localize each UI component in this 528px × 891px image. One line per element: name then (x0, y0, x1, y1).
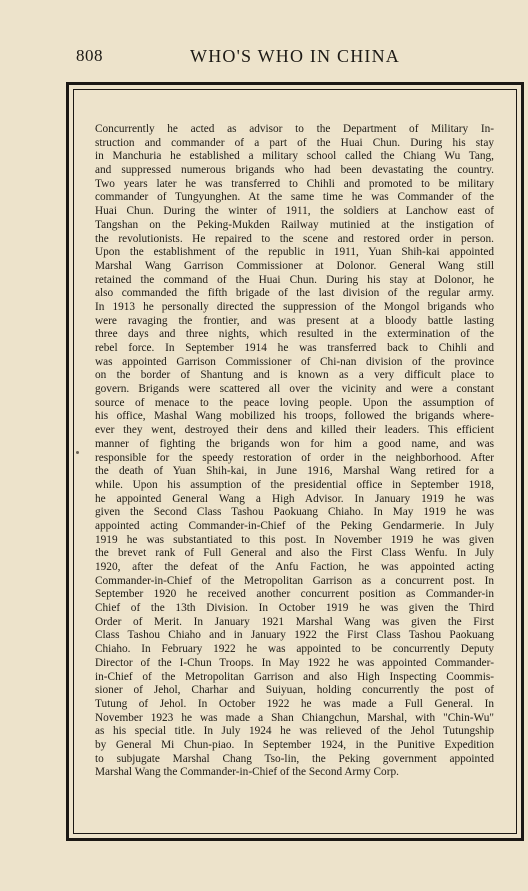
running-title: WHO'S WHO IN CHINA (190, 46, 400, 66)
text-line: struction and commander of a part of the Huai Chun. During his stay (95, 136, 494, 149)
text-line: by General Mi Chun-piao. In September 1924, in the Punitive Expedition (95, 738, 494, 751)
text-line: sioner of Jehol, Charhar and Suiyuan, holding concurrently the post of (95, 684, 494, 697)
page-number: 808 (76, 46, 103, 65)
text-line: as his special title. In July 1924 he was relieved of the Jehol Tutungship (95, 725, 494, 738)
text-line: source of menace to the peace loving people. Upon the assumption of (95, 396, 494, 409)
text-line: Concurrently he acted as advisor to the Department of Military In- (95, 123, 494, 135)
text-line: his office, Mashal Wang mobilized his troops, followed the brigands where- (95, 410, 494, 423)
biography-text (95, 123, 494, 780)
text-line: was appointed Garrison Commissioner of Chi-nan division of the province (95, 355, 494, 368)
text-line: also commanded the fifth brigade of the last division of the regular army. (95, 287, 494, 300)
text-line: three days and three nights, which resulted in the extermination of the (95, 328, 494, 341)
text-line: the brevet rank of Full General and also the First Class Wenfu. In July (95, 547, 494, 560)
text-line: Commander-in-Chief of the Metropolitan Garrison as a concurrent post. In (95, 574, 494, 587)
margin-speck (76, 451, 79, 454)
text-line: ever they went, destroyed their dens and killed their leaders. This efficient (95, 424, 494, 437)
text-line: he appointed General Wang a High Advisor. In January 1919 he was (95, 492, 494, 505)
text-line: retained the command of the Huai Chun. During his stay at Dolonor, he (95, 273, 494, 286)
text-line: Chiaho. In February 1922 he was appointed to be concurrently Deputy (95, 643, 494, 656)
text-line: Class Tashou Chiaho and in January 1922 the First Class Tashou Paokuang (95, 629, 494, 642)
text-line: in Manchuria he established a military school called the Chiang Wu Tang, (95, 150, 494, 163)
text-line: while. Upon his assumption of the presidential office in September 1918, (95, 478, 494, 491)
text-line: Director of the I-Chun Troops. In May 1922 he was appointed Commander- (95, 656, 494, 669)
text-line: the death of Yuan Shih-kai, in June 1916, Marshal Wang retired for a (95, 465, 494, 478)
text-line: November 1923 he was made a Shan Chiangchun, Marshal, with "Chin-Wu" (95, 711, 494, 724)
text-line: were ravaging the frontier, and was present at a bloody battle lasting (95, 314, 494, 327)
text-line: September 1920 he received another concurrent position as Commander-in (95, 588, 494, 601)
text-line: Upon the establishment of the republic in 1911, Yuan Shih-kai appointed (95, 246, 494, 259)
text-line: 1919 he was substantiated to this post. In November 1919 he was given (95, 533, 494, 546)
text-line: in-Chief of the Metropolitan Garrison and also High Inspecting Coommis- (95, 670, 494, 683)
text-line: Marshal Wang Garrison Commissioner at Dolonor. General Wang still (95, 259, 494, 272)
text-line: Two years later he was transferred to Chihli and promoted to be military (95, 177, 494, 190)
text-line: Chief of the 13th Division. In October 1919 he was given the Third (95, 602, 494, 615)
text-line: rebel force. In September 1914 he was transferred back to Chihli and (95, 342, 494, 354)
text-line: Marshal Wang the Commander-in-Chief of the Second Army Corp. (95, 766, 399, 779)
text-line: In 1913 he personally directed the suppression of the Mongol brigands who (95, 300, 494, 313)
text-line: 1920, after the defeat of the Anfu Faction, he was appointed acting (95, 561, 494, 573)
text-line: appointed acting Commander-in-Chief of the Peking Gendarmerie. In July (95, 519, 494, 532)
text-line: commander of Tungyunghen. At the same time he was Commander of the (95, 191, 494, 204)
text-line: given the Second Class Tashou Paokuang Chiaho. In May 1919 he was (95, 506, 494, 519)
text-line: Order of Merit. In January 1921 Marshal Wang was given the First (95, 615, 494, 628)
text-line: to subjugate Marshal Chang Tso-lin, the Peking government appointed (95, 752, 494, 765)
text-line: Tangshan on the Peking-Mukden Railway mutinied at the instigation of (95, 218, 494, 231)
text-line: on the border of Shantung and is known as a very difficult place to (95, 369, 494, 382)
page-header (0, 42, 528, 72)
text-line: Huai Chun. During the winter of 1911, the soldiers at Lanchow east of (95, 205, 494, 218)
text-line: govern. Brigands were scattered all over the vicinity and were a constant (95, 383, 494, 396)
text-line: Tutung of Jehol. In October 1922 he was made a Full General. In (95, 697, 494, 710)
text-line: responsible for the speedy restoration of order in the neighborhood. After (95, 451, 494, 464)
text-line: and suppressed numerous brigands who had been devastating the country. (95, 164, 494, 177)
text-line: manner of fighting the brigands won for him a good name, and was (95, 437, 494, 450)
text-line: the revolutionists. He repaired to the scene and restored order in person. (95, 232, 494, 245)
